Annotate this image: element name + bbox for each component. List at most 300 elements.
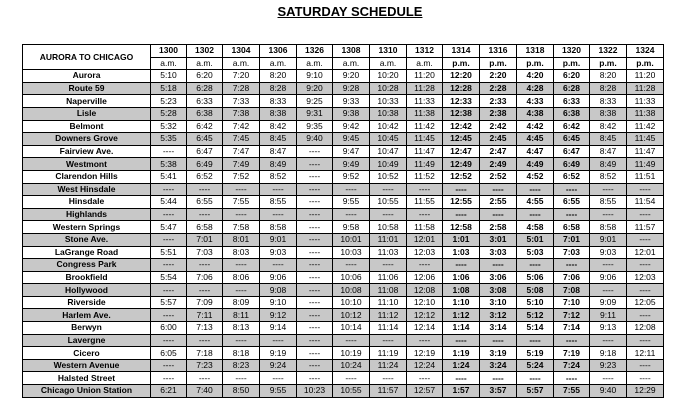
departure-time: 9:40 [590, 385, 627, 398]
departure-time: 11:38 [407, 107, 443, 120]
departure-time: 2:38 [480, 107, 517, 120]
train-number: 1312 [407, 45, 443, 58]
departure-time: 11:51 [627, 170, 664, 183]
departure-time: 12:19 [407, 347, 443, 360]
departure-time: 4:58 [517, 221, 554, 234]
departure-time: 11:47 [627, 145, 664, 158]
station-name: Western Avenue [23, 359, 151, 372]
departure-time: 10:01 [333, 233, 370, 246]
station-row [23, 372, 664, 385]
departure-time: 2:42 [480, 120, 517, 133]
departure-time: 3:08 [480, 284, 517, 297]
station-name: Cicero [23, 347, 151, 360]
departure-time: 7:28 [223, 82, 260, 95]
departure-time: 6:33 [187, 95, 223, 108]
departure-time: 11:49 [407, 158, 443, 171]
departure-time: ---- [407, 259, 443, 272]
departure-time: ---- [333, 334, 370, 347]
departure-time: 12:24 [407, 359, 443, 372]
departure-time: ---- [151, 359, 187, 372]
departure-time: 4:28 [517, 82, 554, 95]
departure-time: 5:44 [151, 196, 187, 209]
departure-time: 5:54 [151, 271, 187, 284]
departure-time: ---- [151, 259, 187, 272]
station-row [23, 145, 664, 158]
station-name: Riverside [23, 296, 151, 309]
departure-time: ---- [297, 158, 333, 171]
station-row [23, 196, 664, 209]
departure-time: ---- [297, 347, 333, 360]
station-row [23, 208, 664, 221]
departure-time: 10:33 [370, 95, 407, 108]
departure-time: ---- [260, 183, 297, 196]
departure-time: 12:29 [627, 385, 664, 398]
departure-time: 5:19 [517, 347, 554, 360]
departure-time: ---- [517, 372, 554, 385]
departure-time: 10:12 [333, 309, 370, 322]
departure-time: ---- [297, 296, 333, 309]
departure-time: ---- [627, 183, 664, 196]
departure-time: ---- [370, 208, 407, 221]
departure-time: ---- [443, 183, 480, 196]
departure-time: 8:20 [590, 70, 627, 83]
station-name: Lisle [23, 107, 151, 120]
departure-time: ---- [554, 334, 590, 347]
departure-time: ---- [480, 372, 517, 385]
departure-time: 11:12 [370, 309, 407, 322]
station-row [23, 70, 664, 83]
departure-time: 4:49 [517, 158, 554, 171]
departure-time: 7:38 [223, 107, 260, 120]
departure-time: ---- [333, 372, 370, 385]
departure-time: 10:49 [370, 158, 407, 171]
departure-time: 6:20 [554, 70, 590, 83]
departure-time: ---- [223, 208, 260, 221]
departure-time: 8:52 [590, 170, 627, 183]
departure-time: ---- [297, 372, 333, 385]
departure-time: 6:42 [554, 120, 590, 133]
departure-time: 7:01 [187, 233, 223, 246]
departure-time: 8:42 [260, 120, 297, 133]
departure-time: 7:08 [554, 284, 590, 297]
departure-time: 5:51 [151, 246, 187, 259]
departure-time: 11:42 [407, 120, 443, 133]
departure-time: 6:45 [554, 133, 590, 146]
departure-time: 5:38 [151, 158, 187, 171]
train-number: 1300 [151, 45, 187, 58]
departure-time: ---- [297, 170, 333, 183]
station-row [23, 284, 664, 297]
departure-time: 1:06 [443, 271, 480, 284]
departure-time: ---- [407, 334, 443, 347]
departure-time: ---- [590, 208, 627, 221]
station-row [23, 107, 664, 120]
departure-time: 6:28 [187, 82, 223, 95]
station-row [23, 158, 664, 171]
departure-time: 10:45 [370, 133, 407, 146]
station-name: Harlem Ave. [23, 309, 151, 322]
departure-time: 9:38 [333, 107, 370, 120]
departure-time: 9:35 [297, 120, 333, 133]
departure-time: 2:55 [480, 196, 517, 209]
departure-time: 1:19 [443, 347, 480, 360]
departure-time: 12:08 [407, 284, 443, 297]
departure-time: 10:55 [333, 385, 370, 398]
departure-time: 9:09 [590, 296, 627, 309]
departure-time: 12:28 [443, 82, 480, 95]
departure-time: 10:14 [333, 322, 370, 335]
departure-time: ---- [590, 284, 627, 297]
train-number: 1306 [260, 45, 297, 58]
departure-time: 8:49 [260, 158, 297, 171]
station-row [23, 233, 664, 246]
station-name: Stone Ave. [23, 233, 151, 246]
departure-time: 2:20 [480, 70, 517, 83]
departure-time: ---- [297, 309, 333, 322]
departure-time: ---- [554, 183, 590, 196]
departure-time: ---- [443, 372, 480, 385]
departure-time: 8:49 [590, 158, 627, 171]
departure-time: 7:18 [187, 347, 223, 360]
period-label: a.m. [151, 57, 187, 70]
train-number: 1326 [297, 45, 333, 58]
departure-time: ---- [554, 259, 590, 272]
departure-time: 12:06 [407, 271, 443, 284]
departure-time: 10:23 [297, 385, 333, 398]
departure-time: 9:52 [333, 170, 370, 183]
departure-time: 6:58 [554, 221, 590, 234]
departure-time: 4:45 [517, 133, 554, 146]
departure-time: 11:45 [407, 133, 443, 146]
departure-time: ---- [480, 208, 517, 221]
departure-time: 9:42 [333, 120, 370, 133]
station-row [23, 120, 664, 133]
departure-time: 12:47 [443, 145, 480, 158]
departure-time: 6:45 [187, 133, 223, 146]
departure-time: ---- [151, 334, 187, 347]
departure-time: 6:20 [187, 70, 223, 83]
station-name: Chicago Union Station [23, 385, 151, 398]
departure-time: 7:42 [223, 120, 260, 133]
departure-time: 1:01 [443, 233, 480, 246]
departure-time: ---- [480, 334, 517, 347]
departure-time: 10:52 [370, 170, 407, 183]
departure-time: ---- [627, 259, 664, 272]
departure-time: 7:03 [187, 246, 223, 259]
departure-time: ---- [443, 259, 480, 272]
departure-time: 5:10 [151, 70, 187, 83]
train-number: 1314 [443, 45, 480, 58]
station-name: Westmont [23, 158, 151, 171]
departure-time: 11:38 [627, 107, 664, 120]
departure-time: 1:10 [443, 296, 480, 309]
departure-time: 12:52 [443, 170, 480, 183]
departure-time: 12:03 [627, 271, 664, 284]
station-row [23, 296, 664, 309]
departure-time: ---- [407, 183, 443, 196]
period-label: p.m. [443, 57, 480, 70]
station-name: Lavergne [23, 334, 151, 347]
departure-time: ---- [297, 196, 333, 209]
departure-time: 3:10 [480, 296, 517, 309]
departure-time: 7:11 [187, 309, 223, 322]
departure-time: ---- [370, 259, 407, 272]
departure-time: 7:49 [223, 158, 260, 171]
departure-time: ---- [187, 372, 223, 385]
departure-time: 4:55 [517, 196, 554, 209]
departure-time: ---- [627, 309, 664, 322]
departure-time: ---- [297, 208, 333, 221]
departure-time: 9:49 [333, 158, 370, 171]
departure-time: 3:01 [480, 233, 517, 246]
departure-time: 12:49 [443, 158, 480, 171]
departure-time: 7:06 [554, 271, 590, 284]
departure-time: 12:08 [627, 322, 664, 335]
departure-time: 9:13 [590, 322, 627, 335]
train-number: 1304 [223, 45, 260, 58]
departure-time: 7:24 [554, 359, 590, 372]
departure-time: ---- [260, 334, 297, 347]
departure-time: ---- [297, 233, 333, 246]
departure-time: ---- [187, 183, 223, 196]
departure-time: ---- [627, 233, 664, 246]
departure-time: 8:01 [223, 233, 260, 246]
departure-time: 9:19 [260, 347, 297, 360]
departure-time: ---- [151, 372, 187, 385]
departure-time: 5:35 [151, 133, 187, 146]
station-name: Route 59 [23, 82, 151, 95]
departure-time: ---- [151, 284, 187, 297]
departure-time: ---- [151, 208, 187, 221]
departure-time: ---- [443, 334, 480, 347]
station-row [23, 309, 664, 322]
departure-time: ---- [517, 208, 554, 221]
departure-time: 9:10 [260, 296, 297, 309]
departure-time: ---- [333, 183, 370, 196]
departure-time: 10:06 [333, 271, 370, 284]
departure-time: ---- [627, 359, 664, 372]
departure-time: 7:52 [223, 170, 260, 183]
station-row [23, 271, 664, 284]
departure-time: 12:45 [443, 133, 480, 146]
departure-time: ---- [517, 183, 554, 196]
departure-time: 10:28 [370, 82, 407, 95]
departure-time: ---- [297, 183, 333, 196]
departure-time: 8:58 [590, 221, 627, 234]
departure-time: 8:33 [590, 95, 627, 108]
station-name: Western Springs [23, 221, 151, 234]
departure-time: 9:28 [333, 82, 370, 95]
departure-time: 8:06 [223, 271, 260, 284]
departure-time: 4:42 [517, 120, 554, 133]
departure-time: 5:57 [151, 296, 187, 309]
departure-time: ---- [590, 259, 627, 272]
departure-time: 5:06 [517, 271, 554, 284]
departure-time: ---- [297, 334, 333, 347]
station-name: Congress Park [23, 259, 151, 272]
station-row [23, 170, 664, 183]
departure-time: 7:13 [187, 322, 223, 335]
departure-time: 9:45 [333, 133, 370, 146]
station-row [23, 347, 664, 360]
departure-time: 6:47 [554, 145, 590, 158]
departure-time: 11:57 [627, 221, 664, 234]
departure-time: ---- [260, 372, 297, 385]
departure-time: 6:55 [554, 196, 590, 209]
departure-time: 10:24 [333, 359, 370, 372]
departure-time: 12:42 [443, 120, 480, 133]
station-name: Naperville [23, 95, 151, 108]
departure-time: 8:09 [223, 296, 260, 309]
departure-time: 4:33 [517, 95, 554, 108]
departure-time: ---- [517, 259, 554, 272]
station-name: Aurora [23, 70, 151, 83]
departure-time: 9:01 [590, 233, 627, 246]
station-name: Brookfield [23, 271, 151, 284]
departure-time: 6:00 [151, 322, 187, 335]
departure-time: ---- [480, 183, 517, 196]
departure-time: 5:10 [517, 296, 554, 309]
departure-time: 11:24 [370, 359, 407, 372]
departure-time: 12:10 [407, 296, 443, 309]
station-row [23, 221, 664, 234]
train-number: 1324 [627, 45, 664, 58]
departure-time: 8:18 [223, 347, 260, 360]
departure-time: 10:58 [370, 221, 407, 234]
station-row [23, 385, 664, 398]
station-name: Fairview Ave. [23, 145, 151, 158]
station-name: Hollywood [23, 284, 151, 297]
departure-time: ---- [260, 208, 297, 221]
departure-time: 12:55 [443, 196, 480, 209]
departure-time: 12:58 [443, 221, 480, 234]
train-number: 1310 [370, 45, 407, 58]
departure-time: ---- [407, 372, 443, 385]
departure-time: ---- [590, 372, 627, 385]
departure-time: 2:52 [480, 170, 517, 183]
departure-time: 2:45 [480, 133, 517, 146]
departure-time: ---- [151, 145, 187, 158]
departure-time: ---- [223, 183, 260, 196]
departure-time: 9:01 [260, 233, 297, 246]
departure-time: ---- [443, 208, 480, 221]
period-label: p.m. [627, 57, 664, 70]
departure-time: 2:58 [480, 221, 517, 234]
departure-time: 9:03 [260, 246, 297, 259]
departure-time: 8:45 [260, 133, 297, 146]
departure-time: 9:33 [333, 95, 370, 108]
departure-time: ---- [370, 183, 407, 196]
departure-time: 11:19 [370, 347, 407, 360]
departure-time: 5:47 [151, 221, 187, 234]
departure-time: 5:03 [517, 246, 554, 259]
departure-time: 8:28 [590, 82, 627, 95]
station-name: Belmont [23, 120, 151, 133]
station-row [23, 334, 664, 347]
departure-time: 8:42 [590, 120, 627, 133]
departure-time: 11:58 [407, 221, 443, 234]
departure-time: ---- [187, 284, 223, 297]
departure-time: ---- [627, 334, 664, 347]
departure-time: 7:12 [554, 309, 590, 322]
departure-time: 11:08 [370, 284, 407, 297]
station-name: Downers Grove [23, 133, 151, 146]
departure-time: 7:55 [223, 196, 260, 209]
departure-time: 5:12 [517, 309, 554, 322]
departure-time: 9:40 [297, 133, 333, 146]
departure-time: 5:18 [151, 82, 187, 95]
departure-time: 10:47 [370, 145, 407, 158]
departure-time: 11:42 [627, 120, 664, 133]
departure-time: 11:49 [627, 158, 664, 171]
departure-time: 8:50 [223, 385, 260, 398]
departure-time: ---- [297, 359, 333, 372]
departure-time: ---- [297, 246, 333, 259]
departure-time: 8:03 [223, 246, 260, 259]
period-label: a.m. [333, 57, 370, 70]
train-number: 1322 [590, 45, 627, 58]
departure-time: 8:23 [223, 359, 260, 372]
departure-time: 6:38 [554, 107, 590, 120]
departure-time: 9:55 [333, 196, 370, 209]
departure-time: 6:52 [554, 170, 590, 183]
departure-time: 8:33 [260, 95, 297, 108]
departure-time: 11:06 [370, 271, 407, 284]
corner-label: AURORA TO CHICAGO [23, 45, 151, 70]
departure-time: 9:47 [333, 145, 370, 158]
departure-time: 8:52 [260, 170, 297, 183]
departure-time: 1:12 [443, 309, 480, 322]
departure-time: 6:49 [187, 158, 223, 171]
departure-time: 7:06 [187, 271, 223, 284]
departure-time: 9:23 [590, 359, 627, 372]
departure-time: 6:55 [187, 196, 223, 209]
departure-time: 9:18 [590, 347, 627, 360]
departure-time: ---- [554, 208, 590, 221]
period-label: a.m. [187, 57, 223, 70]
departure-time: 11:03 [370, 246, 407, 259]
departure-time: ---- [297, 145, 333, 158]
departure-time: 8:47 [260, 145, 297, 158]
station-row [23, 133, 664, 146]
departure-time: 12:12 [407, 309, 443, 322]
departure-time: 11:57 [370, 385, 407, 398]
departure-time: ---- [223, 334, 260, 347]
departure-time: 5:14 [517, 322, 554, 335]
departure-time: 11:47 [407, 145, 443, 158]
departure-time: 5:28 [151, 107, 187, 120]
departure-time: 4:52 [517, 170, 554, 183]
departure-time: ---- [223, 284, 260, 297]
departure-time: ---- [297, 322, 333, 335]
departure-time: 11:20 [627, 70, 664, 83]
departure-time: 3:57 [480, 385, 517, 398]
departure-time: 10:10 [333, 296, 370, 309]
departure-time: ---- [590, 183, 627, 196]
departure-time: 9:20 [297, 82, 333, 95]
departure-time: 12:01 [627, 246, 664, 259]
departure-time: 7:19 [554, 347, 590, 360]
departure-time: 11:10 [370, 296, 407, 309]
departure-time: 6:42 [187, 120, 223, 133]
departure-time: ---- [590, 334, 627, 347]
station-row [23, 259, 664, 272]
departure-time: 11:33 [627, 95, 664, 108]
departure-time: 11:45 [627, 133, 664, 146]
departure-time: 11:28 [627, 82, 664, 95]
departure-time: ---- [187, 208, 223, 221]
period-label: p.m. [480, 57, 517, 70]
